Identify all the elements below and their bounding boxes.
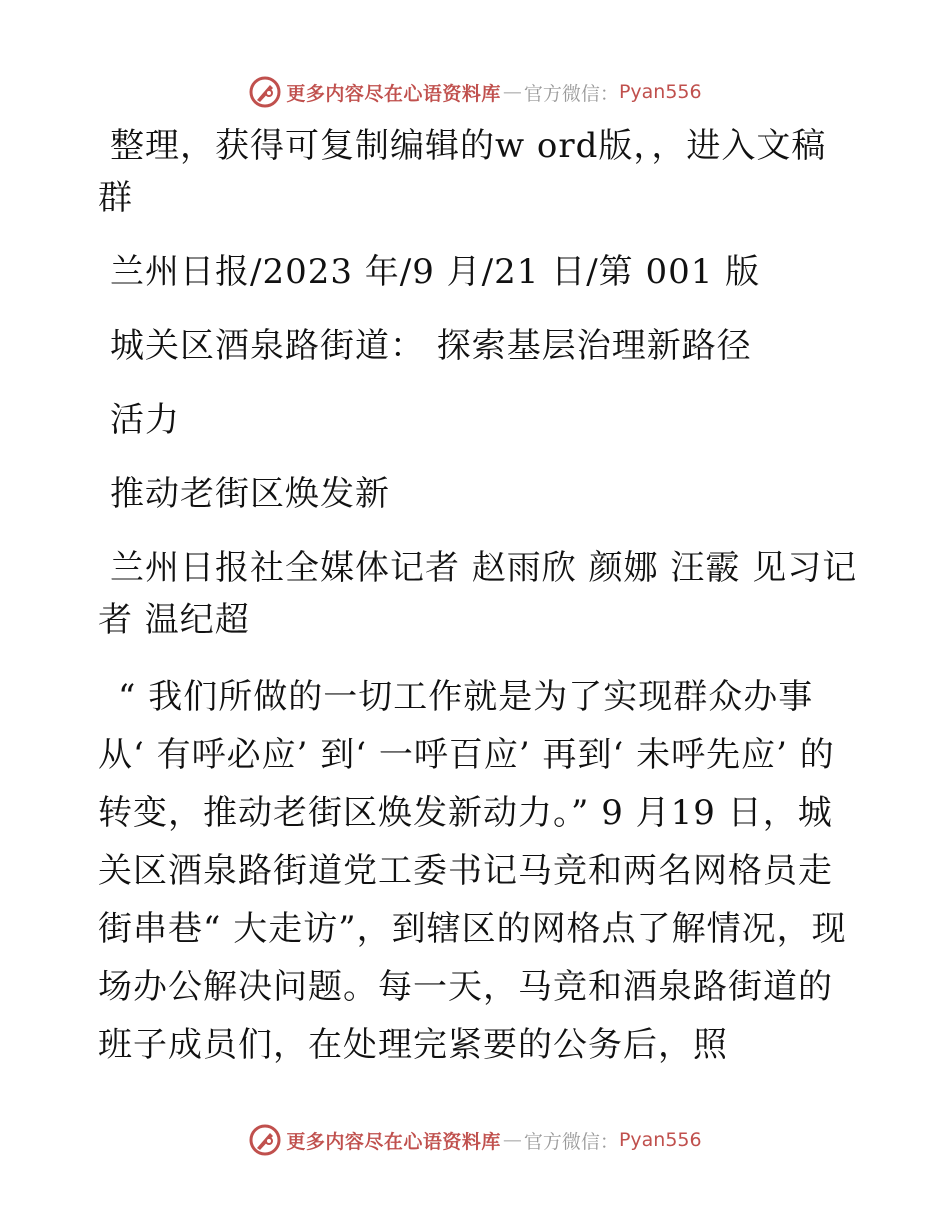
banner-text: 更多内容尽在心语资料库 <box>286 82 501 105</box>
headline-line-3: 推动老街区焕发新 <box>110 474 390 514</box>
source-line: 兰州日报/2023 年/9 月/21 日/第 001 版 <box>110 252 761 292</box>
quill-pen-icon <box>248 1123 282 1157</box>
banner-wechat-label: 官方微信： <box>523 82 619 105</box>
banner-wechat-id: Pyan556 <box>618 1129 702 1151</box>
headline-line-2: 活力 <box>110 400 180 440</box>
byline: 兰州日报社全媒体记者 赵雨欣 颜娜 汪霰 见习记者 温纪超 <box>98 548 858 640</box>
headline-line-1: 城关区酒泉路街道： 探索基层治理新路径 <box>110 326 752 366</box>
quill-pen-icon <box>248 75 282 109</box>
article-paragraph: “ 我们所做的一切工作就是为了实现群众办事从‘ 有呼必应’ 到‘ 一呼百应’ 再到‘ 未呼先应’ 的转变，推动老街区焕发新动力。” 9 月19 日，城关区酒泉路街道党工委书记马竞和两名网格员走街串巷“ 大走访”，到辖区的网格点了解情况，现场办公解决问题。每一天，马竞和酒泉路街道的班子成员们，在处理完紧要的公务后，照 <box>98 677 847 1065</box>
banner-text: 更多内容尽在心语资料库 <box>286 1130 501 1153</box>
footer-banner <box>0 1120 950 1160</box>
banner-wechat-id: Pyan556 <box>618 81 702 103</box>
intro-paragraph: 整理，获得可复制编辑的w ord版，，进入文稿群 <box>98 126 827 218</box>
banner-separator: — <box>502 1129 522 1151</box>
banner-separator: — <box>502 81 522 103</box>
header-banner <box>0 72 950 112</box>
document-body <box>98 120 858 1096</box>
banner-wechat-label: 官方微信： <box>523 1130 619 1153</box>
